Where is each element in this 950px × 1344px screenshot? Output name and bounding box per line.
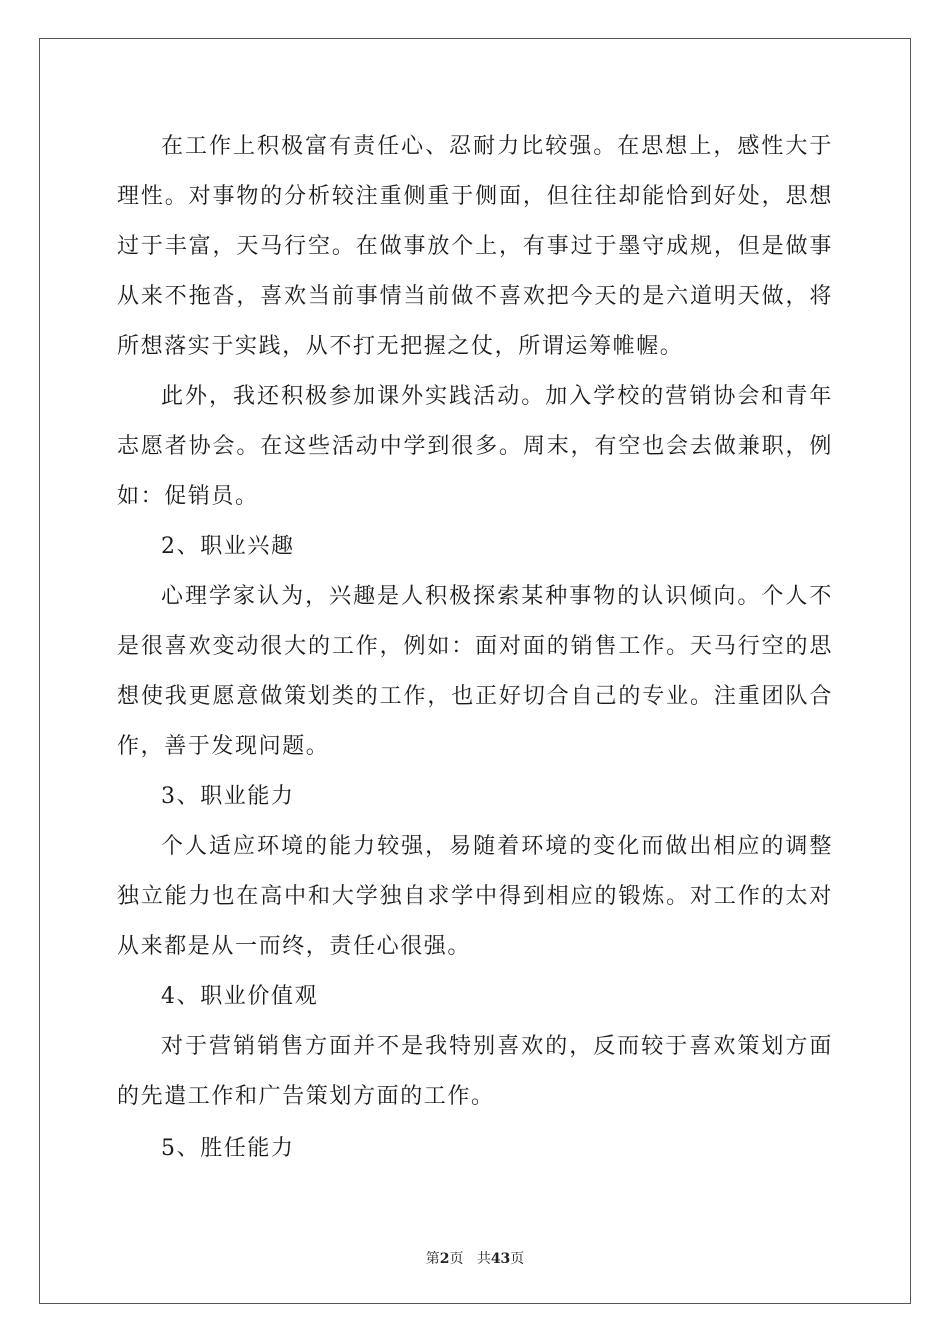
paragraph-personality: 在工作上积极富有责任心、忍耐力比较强。在思想上，感性大于理性。对事物的分析较注重侧重于侧面，但往往却能恰到好处，思想过于丰富，天马行空。在做事放个上，有事过于墨守成规，但是做事从来不拖沓，喜欢当前事情当前做不喜欢把今天的是六道明天做，将所想落实于实践，从不打无把握之仗，所谓运筹帷幄。 [117, 134, 833, 359]
page-number: 2 [439, 1251, 450, 1267]
page-prefix: 第 [425, 1251, 440, 1267]
document-body [117, 122, 833, 1174]
paragraph-activities: 此外，我还积极参加课外实践活动。加入学校的营销协会和青年志愿者协会。在这些活动中学到很多。周末，有空也会去做兼职，例如：促销员。 [117, 384, 833, 509]
total-suffix: 页 [510, 1251, 525, 1267]
paragraph-ability: 个人适应环境的能力较强，易随着环境的变化而做出相应的调整独立能力也在高中和大学独自求学中得到相应的锻炼。对工作的太对从来都是从一而终，责任心很强。 [117, 834, 833, 959]
total-prefix: 共 [476, 1251, 491, 1267]
section-heading-competence: 5、胜任能力 [161, 1136, 295, 1161]
paragraph-interest: 心理学家认为，兴趣是人积极探索某种事物的认识倾向。个人不是很喜欢变动很大的工作，例如：面对面的销售工作。天马行空的思想使我更愿意做策划类的工作，也正好切合自己的专业。注重团队合作，善于发现问题。 [117, 584, 833, 759]
total-pages: 43 [490, 1251, 511, 1267]
page-suffix: 页 [449, 1251, 464, 1267]
page-footer [0, 1248, 950, 1268]
section-heading-ability: 3、职业能力 [161, 784, 295, 809]
section-heading-interest: 2、职业兴趣 [161, 534, 295, 559]
paragraph-values: 对于营销销售方面并不是我特别喜欢的，反而较于喜欢策划方面的先遣工作和广告策划方面的工作。 [117, 1034, 833, 1109]
section-heading-values: 4、职业价值观 [161, 984, 319, 1009]
